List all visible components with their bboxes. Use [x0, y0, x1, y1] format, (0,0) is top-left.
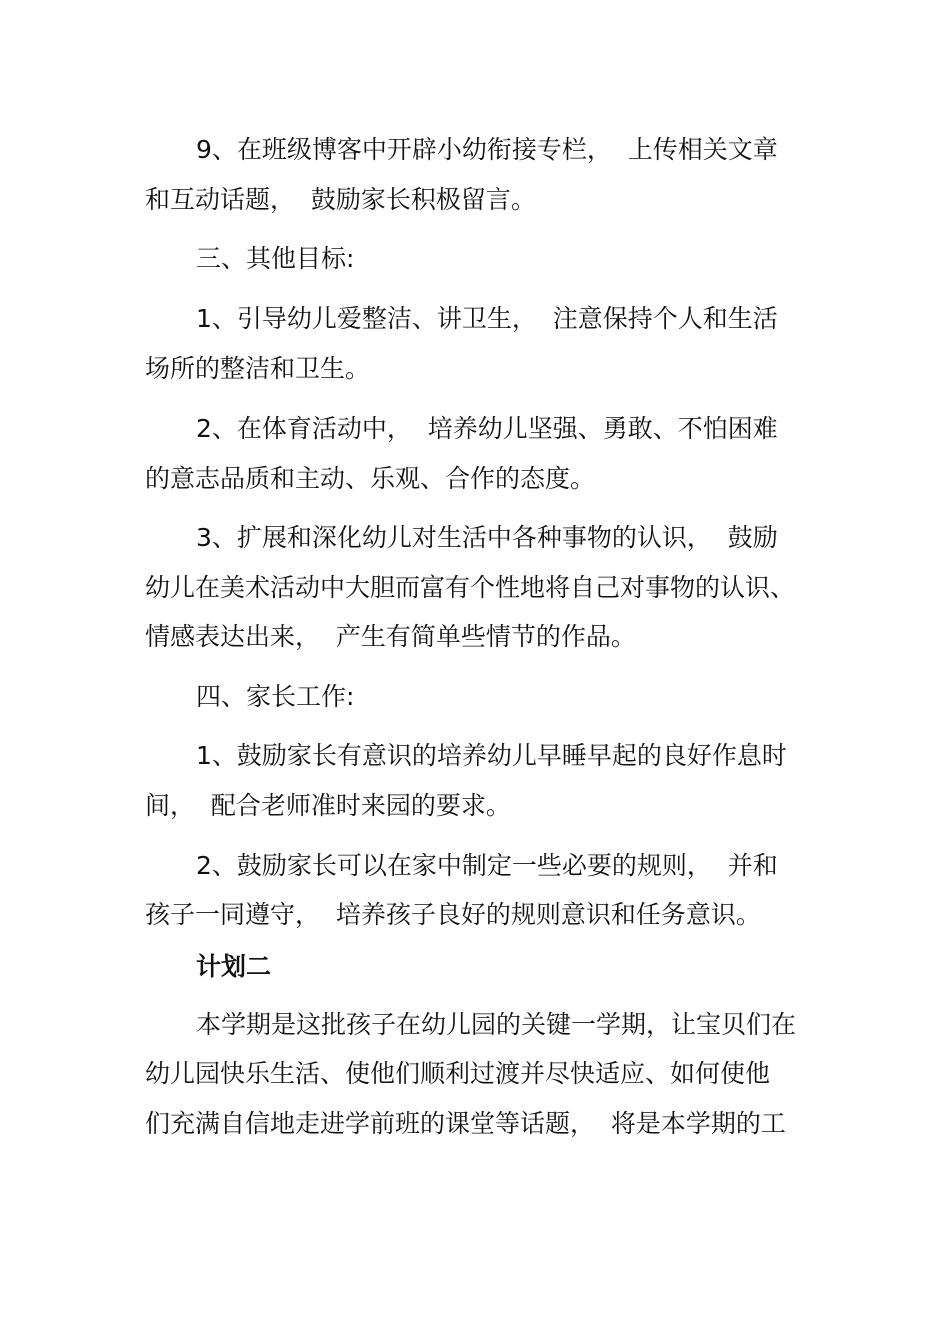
paragraph-line: 1、引导幼儿爱整洁、讲卫生， 注意保持个人和生活: [196, 304, 778, 333]
section-heading: 三、其他目标:: [196, 244, 355, 273]
paragraph-line: 们充满自信地走进学前班的课堂等话题， 将是本学期的工: [145, 1109, 786, 1138]
paragraph-line: 情感表达出来， 产生有简单些情节的作品。: [145, 622, 636, 651]
paragraph-line: 2、鼓励家长可以在家中制定一些必要的规则， 并和: [196, 851, 778, 880]
paragraph-line: 本学期是这批孩子在幼儿园的关键一学期，让宝贝们在: [196, 1010, 797, 1039]
paragraph-line: 孩子一同遵守， 培养孩子良好的规则意识和任务意识。: [145, 900, 761, 929]
paragraph-line: 的意志品质和主动、乐观、合作的态度。: [145, 464, 596, 493]
paragraph-line: 9、在班级博客中开辟小幼衔接专栏， 上传相关文章: [196, 135, 778, 164]
paragraph-line: 2、在体育活动中， 培养幼儿坚强、勇敢、不怕困难: [196, 414, 778, 443]
paragraph-line: 3、扩展和深化幼儿对生活中各种事物的认识， 鼓励: [196, 523, 778, 552]
paragraph-line: 和互动话题， 鼓励家长积极留言。: [145, 185, 536, 214]
paragraph-line: 间， 配合老师准时来园的要求。: [145, 791, 511, 820]
paragraph-line: 1、鼓励家长有意识的培养幼儿早睡早起的良好作息时: [196, 741, 787, 770]
paragraph-line: 场所的整洁和卫生。: [145, 354, 371, 383]
paragraph-line: 幼儿在美术活动中大胆而富有个性地将自己对事物的认识、: [145, 573, 796, 602]
paragraph-line: 幼儿园快乐生活、使他们顺利过渡并尽快适应、如何使他: [145, 1059, 771, 1088]
plan-heading: 计划二: [196, 952, 272, 981]
section-heading: 四、家长工作:: [196, 682, 355, 711]
